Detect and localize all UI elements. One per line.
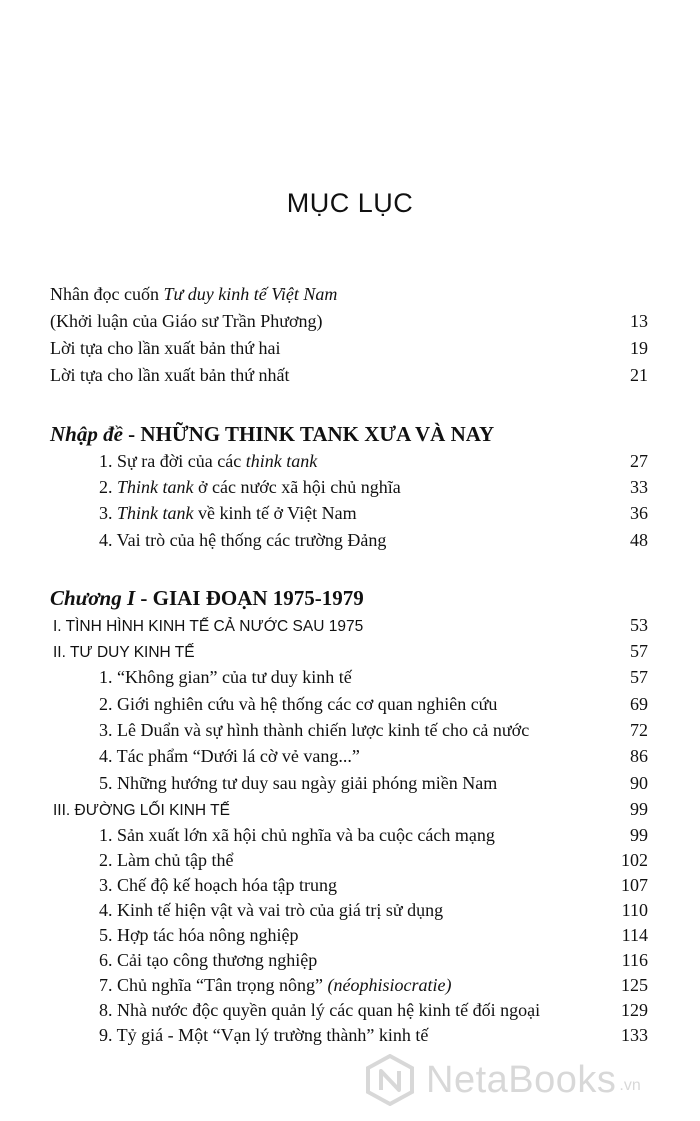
toc-entry[interactable] — [99, 825, 648, 849]
toc-entry[interactable] — [99, 530, 648, 554]
entry-label: 1. Sự ra đời của các think tank — [99, 451, 318, 471]
page-number: 110 — [621, 900, 648, 920]
page-number: 69 — [630, 694, 648, 714]
toc-entry[interactable] — [50, 311, 648, 335]
entry-label: Nhân đọc cuốn Tư duy kinh tế Việt Nam — [50, 284, 338, 304]
watermark-brand: NetaBooks — [426, 1058, 617, 1101]
section-label: I. TÌNH HÌNH KINH TẾ CẢ NƯỚC SAU 1975 — [53, 618, 364, 635]
entry-label: 3. Think tank về kinh tế ở Việt Nam — [99, 503, 357, 523]
toc-entry[interactable] — [50, 338, 648, 362]
entry-label: 1. Sản xuất lớn xã hội chủ nghĩa và ba cuộc cách mạng — [99, 825, 495, 845]
entry-label: 2. Think tank ở các nước xã hội chủ nghĩa — [99, 477, 401, 497]
toc-entry[interactable] — [99, 720, 648, 744]
entry-label: 4. Vai trò của hệ thống các trường Đảng — [99, 530, 387, 550]
page-number: 90 — [630, 773, 648, 793]
page-number: 53 — [630, 615, 648, 635]
toc-entry[interactable] — [99, 477, 648, 501]
entry-label: (Khởi luận của Giáo sư Trần Phương) — [50, 311, 323, 331]
page-number: 116 — [621, 950, 648, 970]
toc-entry[interactable] — [99, 1025, 648, 1049]
page-number: 48 — [630, 530, 648, 550]
netabooks-logo-icon — [364, 1054, 416, 1106]
page-number: 133 — [621, 1025, 648, 1045]
entry-label: 2. Làm chủ tập thể — [99, 850, 234, 870]
page-title: MỤC LỤC — [286, 188, 414, 218]
toc-entry[interactable] — [99, 1000, 648, 1024]
toc-entry[interactable] — [99, 925, 648, 949]
entry-label: 7. Chủ nghĩa “Tân trọng nông” (néophisiocratie) — [99, 975, 452, 995]
entry-label: 5. Hợp tác hóa nông nghiệp — [99, 925, 299, 945]
toc-entry[interactable] — [99, 850, 648, 874]
toc-entry[interactable] — [99, 503, 648, 527]
entry-label: 2. Giới nghiên cứu và hệ thống các cơ quan nghiên cứu — [99, 694, 498, 714]
page-number: 102 — [621, 850, 648, 870]
section-label: III. ĐƯỜNG LỐI KINH TẾ — [53, 802, 230, 819]
entry-label: 5. Những hướng tư duy sau ngày giải phóng miền Nam — [99, 773, 498, 793]
entry-label: 8. Nhà nước độc quyền quản lý các quan hệ kinh tế đối ngoại — [99, 1000, 541, 1020]
page-number: 36 — [630, 503, 648, 523]
toc-entry[interactable] — [50, 284, 648, 308]
entry-label: 9. Tỷ giá - Một “Vạn lý trường thành” kinh tế — [99, 1025, 429, 1045]
section-label: II. TƯ DUY KINH TẾ — [53, 644, 195, 661]
section-entry[interactable] — [53, 799, 648, 823]
toc-entry[interactable] — [99, 950, 648, 974]
toc-entry[interactable] — [99, 773, 648, 797]
part-heading[interactable]: Nhập đề - NHỮNG THINK TANK XƯA VÀ NAY — [50, 422, 495, 446]
page-number: 99 — [630, 825, 648, 845]
entry-label: 3. Chế độ kế hoạch hóa tập trung — [99, 875, 337, 895]
toc-entry[interactable] — [99, 900, 648, 924]
page-number: 114 — [621, 925, 648, 945]
page-number: 19 — [630, 338, 648, 358]
page-number: 57 — [630, 667, 648, 687]
entry-label: 6. Cải tạo công thương nghiệp — [99, 950, 318, 970]
page-number: 86 — [630, 746, 648, 766]
page-number: 99 — [630, 799, 648, 819]
page-number: 129 — [621, 1000, 648, 1020]
page-number: 27 — [630, 451, 648, 471]
entry-label: 1. “Không gian” của tư duy kinh tế — [99, 667, 352, 687]
toc-entry[interactable] — [99, 451, 648, 475]
section-entry[interactable] — [53, 641, 648, 665]
section-entry[interactable] — [53, 615, 648, 639]
page-number: 13 — [630, 311, 648, 331]
toc-entry[interactable] — [99, 694, 648, 718]
toc-entry[interactable] — [99, 975, 648, 999]
page-number: 72 — [630, 720, 648, 740]
page-number: 107 — [621, 875, 648, 895]
entry-label: 4. Kinh tế hiện vật và vai trò của giá trị sử dụng — [99, 900, 444, 920]
entry-label: 3. Lê Duẩn và sự hình thành chiến lược kinh tế cho cả nước — [99, 720, 530, 740]
entry-label: Lời tựa cho lần xuất bản thứ nhất — [50, 365, 290, 385]
toc-entry[interactable] — [99, 875, 648, 899]
page-number: 21 — [630, 365, 648, 385]
toc-entry[interactable] — [99, 746, 648, 770]
netabooks-watermark — [364, 1050, 641, 1110]
entry-label: 4. Tác phẩm “Dưới lá cờ vẻ vang...” — [99, 746, 360, 766]
watermark-tld: .vn — [619, 1077, 641, 1094]
page-number: 33 — [630, 477, 648, 497]
page-number: 57 — [630, 641, 648, 661]
toc-entry[interactable] — [50, 365, 648, 389]
chapter-heading[interactable]: Chương I - GIAI ĐOẠN 1975-1979 — [50, 586, 364, 610]
toc-entry[interactable] — [99, 667, 648, 691]
entry-label: Lời tựa cho lần xuất bản thứ hai — [50, 338, 281, 358]
page-number: 125 — [621, 975, 648, 995]
